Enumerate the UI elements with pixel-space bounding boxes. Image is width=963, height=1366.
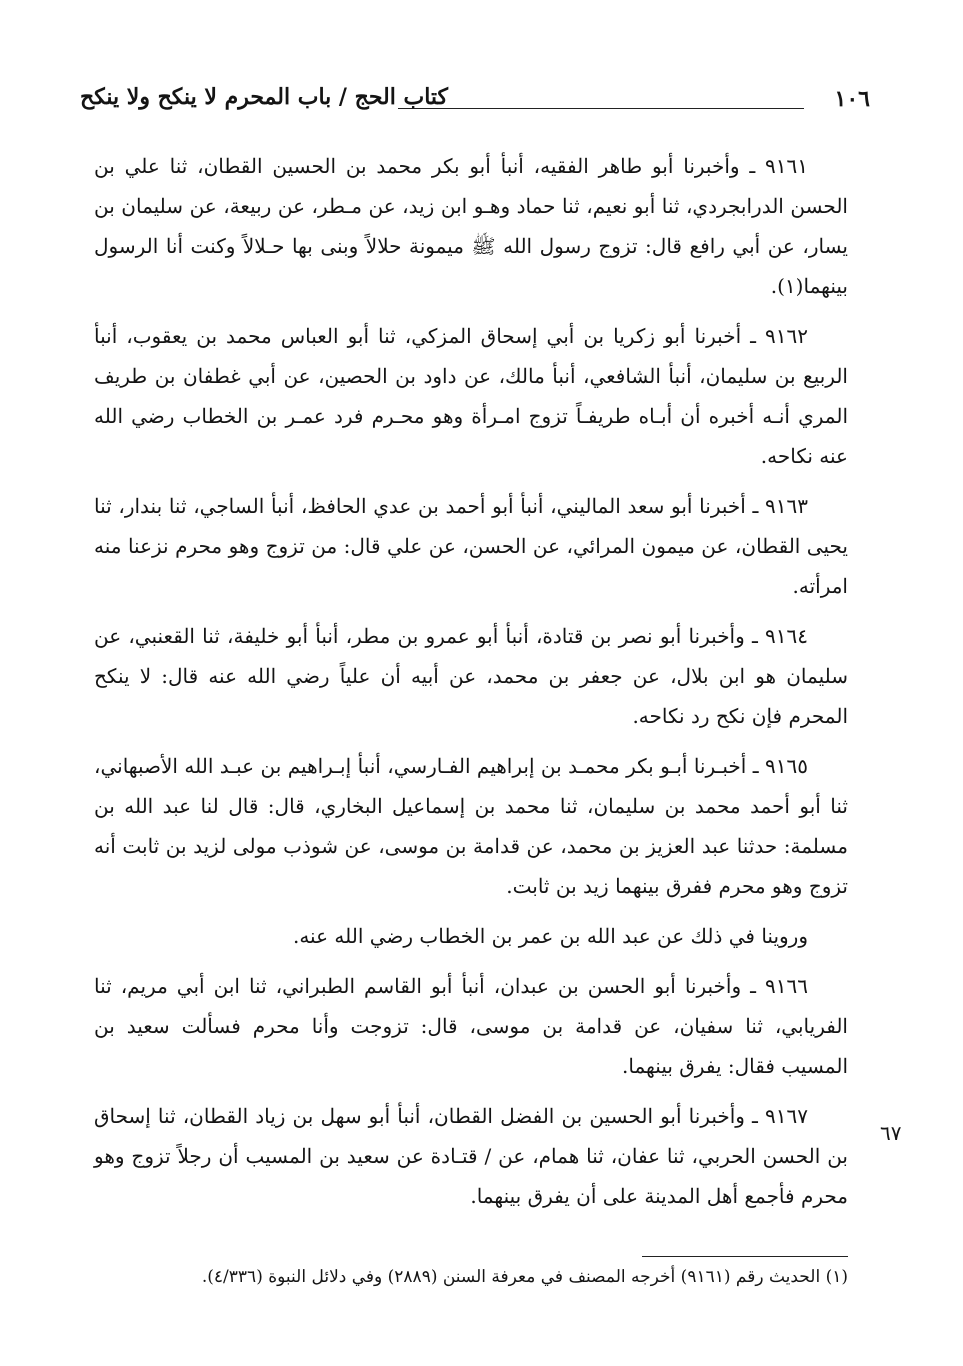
hadith-9161: ٩١٦١ ـ وأخبرنا أبو طاهر الفقيه، أنبأ أبو بكر محمد بن الحسين القطان، ثنا علي بن الحسن الدرابجردي، ثنا أبو نعيم، ثنا حماد وهـو ابن زيد، عن مـطر، عن ربيعة، عن سليمان بن يسار، عن أبي رافع قال: تزوج رسول الله ﷺ ميمونة حلالاً وبنى بها حـلالاً وكنت أنا الرسول بينهما(١). bbox=[94, 154, 848, 298]
hadith-9165: ٩١٦٥ ـ أخبـرنا أبـو بكر محمـد بن إبراهيم الفـارسي، أنبأ إبـراهيم بن عبـد الله الأصبهاني، ثنا أبو أحمد محمد بن سليمان، ثنا محمد بن إسماعيل البخاري، قال: قال لنا عبد الله بن مسلمة: حدثنا عبد العزيز بن محمد، عن قدامة بن موسى، عن شوذب مولى لزيد بن ثابت أنه تزوج وهو محرم ففرق بينهما زيد بن ثابت. bbox=[94, 754, 848, 898]
hadith-9164: ٩١٦٤ ـ وأخبرنا أبو نصر بن قتادة، أنبأ أبو عمرو بن مطر، أنبأ أبو خليفة، ثنا القعنبي، عن سليمان هو ابن بلال، عن جعفر بن محمد، عن أبيه أن علياً رضي الله عنه قال: لا ينكح المحرم فإن نكح رد نكاحه. bbox=[94, 624, 848, 728]
running-title: كتاب الحج / باب المحرم لا ينكح ولا ينكح bbox=[80, 84, 449, 110]
footnote-rule bbox=[642, 1256, 848, 1257]
hadith-9166: ٩١٦٦ ـ وأخبرنا أبو الحسن بن عبدان، أنبأ أبو القاسم الطبراني، ثنا ابن أبي مريم، ثنا الفريابي، ثنا سفيان، عن قدامة بن موسى، قال: تزوجت وأنا محرم فسألت سعيد بن المسيب فقال: يفرق بينهما. bbox=[94, 974, 848, 1078]
hadith-9162: ٩١٦٢ ـ أخبرنا أبو زكريا بن أبي إسحاق المزكي، ثنا أبو العباس محمد بن يعقوب، أنبأ الربيع بن سليمان، أنبأ الشافعي، أنبأ مالك، عن داود بن الحصين، عن أبي غطفان بن طريف المري أنـه أخبره أن أبـاه طريفـاً تزوج امـرأة وهو محـرم فرد عمـر بن الخطاب رضي الله عنه نكاحه. bbox=[94, 324, 848, 468]
footnote: (١) الحديث رقم (٩١٦١) أخرجه المصنف في معرفة السنن (٢٨٨٩) وفي دلائل النبوة (٤/٣٣٦). bbox=[201, 1267, 848, 1287]
page-body bbox=[94, 146, 848, 1226]
narration-note: وروينا في ذلك عن عبد الله بن عمر بن الخطاب رضي الله عنه. bbox=[292, 924, 808, 948]
page-number: ١٠٦ bbox=[834, 86, 870, 112]
header-rule bbox=[398, 108, 804, 109]
page-header bbox=[80, 84, 870, 124]
margin-page-reference: ٦٧ bbox=[880, 1121, 902, 1145]
hadith-9167: ٩١٦٧ ـ وأخبرنا أبو الحسين بن الفضل القطان، أنبأ أبو سهل بن زياد القطان، ثنا إسحاق بن الحسن الحربي، ثنا عفان، ثنا همام، عن / قتـادة عن سعيد بن المسيب أن رجلاً تزوج وهو محرم فأجمع أهل المدينة على أن يفرق بينهما. bbox=[94, 1104, 848, 1208]
hadith-9163: ٩١٦٣ ـ أخبرنا أبو سعد الماليني، أنبأ أبو أحمد بن عدي الحافظ، أنبأ الساجي، ثنا بندار، ثنا يحيى القطان، عن ميمون المرائي، عن الحسن، عن علي قال: من تزوج وهو محرم نزعنا منه امرأته. bbox=[94, 494, 848, 598]
